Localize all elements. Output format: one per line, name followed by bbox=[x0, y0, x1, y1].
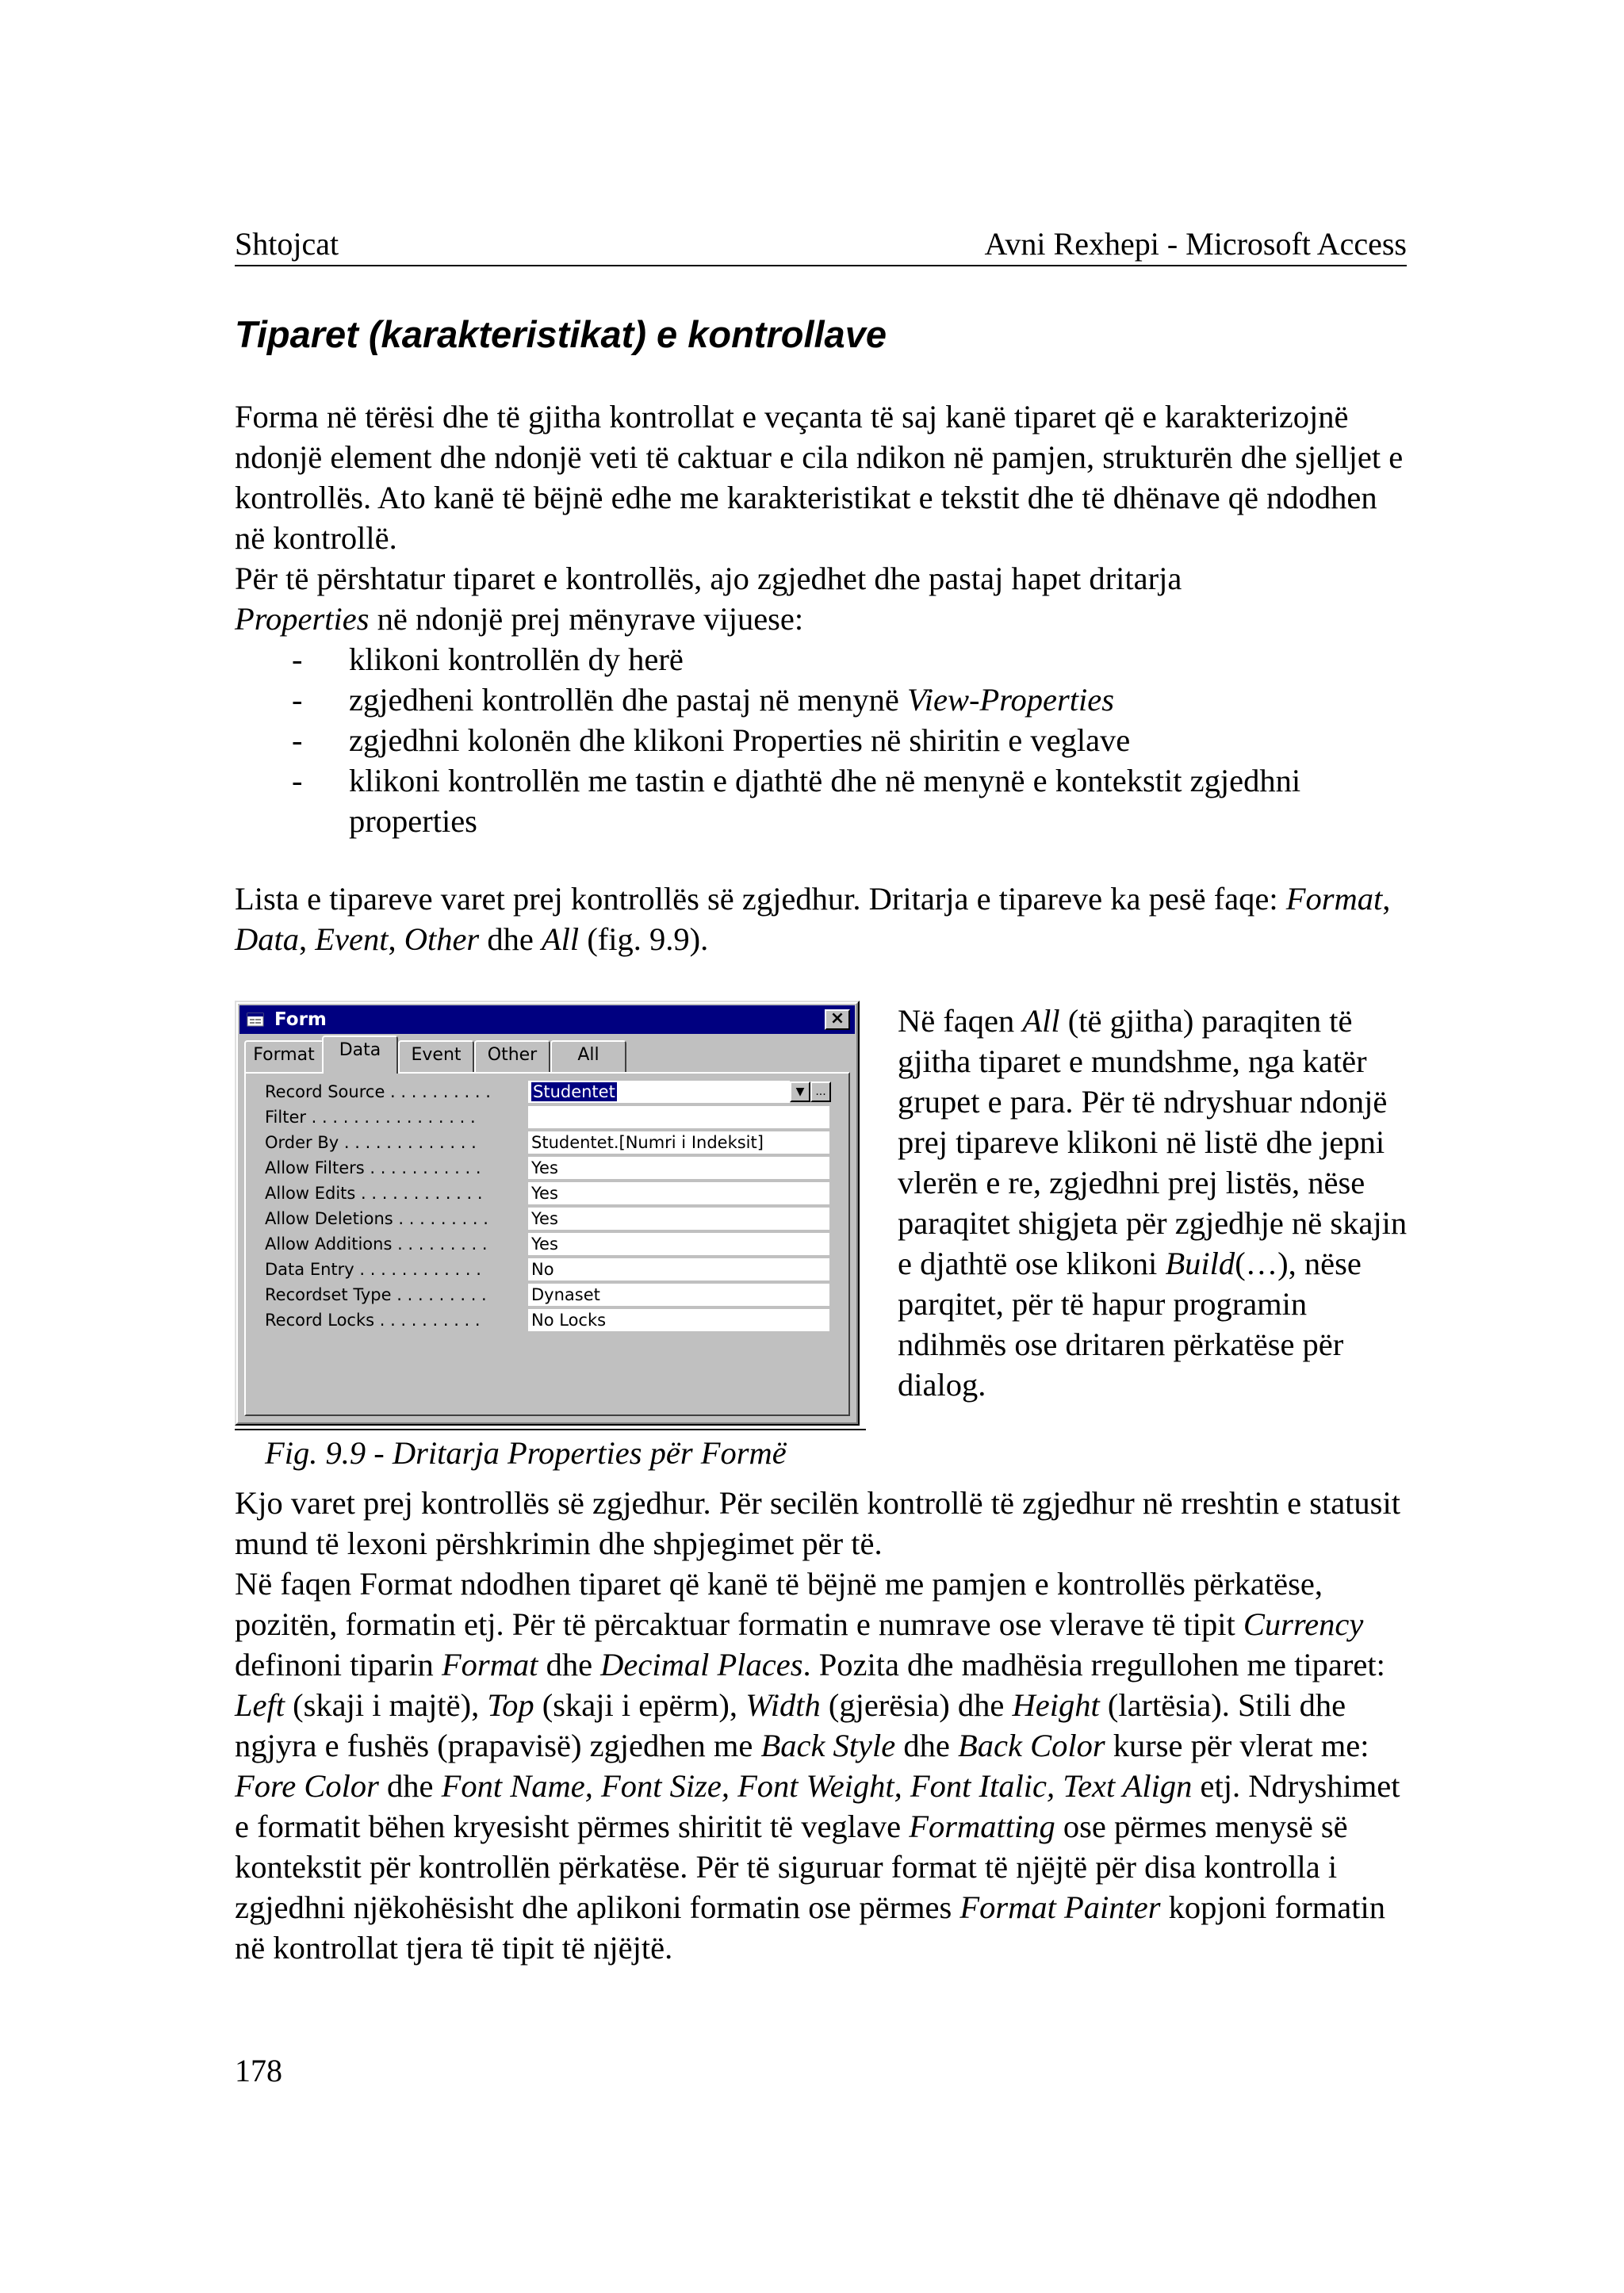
tab-data[interactable]: Data bbox=[322, 1035, 398, 1074]
status-paragraph: Kjo varet prej kontrollës së zgjedhur. Për secilën kontrollë të zgjedhur në rreshtin e statusit mund të lexoni përshkrimin dhe shpjegimet për të. bbox=[235, 1485, 1400, 1561]
allow-deletions-input[interactable]: Yes bbox=[528, 1208, 829, 1230]
property-row-order-by[interactable]: Order By . . . . . . . . . . . . . Studentet.[Numri i Indeksit] bbox=[260, 1131, 831, 1154]
figure-caption: Fig. 9.9 - Dritarja Properties për Formë bbox=[265, 1435, 787, 1471]
methods-list bbox=[235, 639, 1408, 841]
list-item: - zgjedheni kontrollën dhe pastaj në menynë View-Properties bbox=[235, 679, 1408, 720]
tab-other[interactable]: Other bbox=[474, 1040, 550, 1072]
tab-event[interactable]: Event bbox=[398, 1040, 474, 1072]
record-locks-input[interactable]: No Locks bbox=[528, 1309, 829, 1331]
header-rule bbox=[235, 265, 1407, 266]
property-row-data-entry[interactable]: Data Entry . . . . . . . . . . . . No bbox=[260, 1258, 831, 1281]
property-row-allow-deletions[interactable]: Allow Deletions . . . . . . . . . Yes bbox=[260, 1207, 831, 1231]
property-row-record-source[interactable]: Record Source . . . . . . . . . . Studentet ▼ ... bbox=[260, 1080, 831, 1104]
close-button[interactable]: × bbox=[825, 1009, 850, 1030]
property-row-allow-filters[interactable]: Allow Filters . . . . . . . . . . . Yes bbox=[260, 1156, 831, 1180]
format-paragraph: Në faqen Format ndodhen tiparet që kanë të bëjnë me pamjen e kontrollës përkatëse, pozitën, formatin etj. Për të përcaktuar formatin e numrave ose vlerave të tipit Currency definoni tiparin Format dhe Decimal Places. Pozita dhe madhësia rregullohen me tiparet: Left (skaji i majtë), Top (skaji i epërm), Width (gjerësia) dhe Height (lartësia). Stili dhe ngjyra e fushës (prapavisë) zgjedhen me Back Style dhe Back Color kurse për vlerat me: Fore Color dhe Font Name, Font Size, Font Weight, Font Italic, Text Align etj. Ndryshimet e formatit bëhen kryesisht përmes shiritit të veglave Formatting ose përmes menysë së kontekstit për kontrollën përkatëse. Për të siguruar format të njëjtë për disa kontrolla i zgjedhni njëkohësisht dhe aplikoni formatin ose përmes Format Painter kopjoni formatin në kontrollat tjera të tipit të njëjtë. bbox=[235, 1566, 1400, 1966]
allow-edits-input[interactable]: Yes bbox=[528, 1182, 829, 1204]
list-item: - klikoni kontrollën me tastin e djathtë dhe në menynë e kontekstit zgjedhni properties bbox=[235, 760, 1408, 841]
property-row-allow-additions[interactable]: Allow Additions . . . . . . . . . Yes bbox=[260, 1232, 831, 1256]
window-titlebar[interactable] bbox=[239, 1005, 855, 1034]
tab-format[interactable]: Format bbox=[244, 1040, 324, 1072]
window-title: Form bbox=[274, 1009, 327, 1030]
list-item: - zgjedhni kolonën dhe klikoni Properties në shiritin e veglave bbox=[235, 720, 1408, 760]
build-button[interactable]: ... bbox=[810, 1081, 831, 1102]
form-icon bbox=[246, 1010, 265, 1029]
properties-window bbox=[235, 1001, 860, 1426]
property-row-filter[interactable]: Filter . . . . . . . . . . . . . . . . bbox=[260, 1105, 831, 1129]
allow-filters-input[interactable]: Yes bbox=[528, 1157, 829, 1179]
after-figure-block bbox=[235, 1483, 1408, 1968]
figure-rule bbox=[235, 1429, 866, 1430]
allow-additions-input[interactable]: Yes bbox=[528, 1233, 829, 1255]
property-row-allow-edits[interactable]: Allow Edits . . . . . . . . . . . . Yes bbox=[260, 1181, 831, 1205]
order-by-input[interactable]: Studentet.[Numri i Indeksit] bbox=[528, 1131, 829, 1154]
intro-paragraph-1: Forma në tërësi dhe të gjitha kontrollat e veçanta të saj kanë tiparet që e karakterizojnë ndonjë element dhe ndonjë veti të caktuar e cila ndikon në pamjen, strukturën dhe sjelljet e kontrollës. Ato kanë të bëjnë edhe me karakteristikat e tekstit dhe të dhënave që ndodhen në kontrollë. bbox=[235, 399, 1404, 556]
pages-paragraph: Lista e tipareve varet prej kontrollës së zgjedhur. Dritarja e tipareve ka pesë faqe: Format, Data, Event, Other dhe All (fig. 9.9). bbox=[235, 881, 1391, 957]
dropdown-arrow-icon[interactable]: ▼ bbox=[790, 1081, 810, 1102]
running-header-right: Avni Rexhepi - Microsoft Access bbox=[984, 226, 1407, 262]
sidebar-paragraph: Në faqen All (të gjitha) paraqiten të gjitha tiparet e mundshme, nga katër grupet e para. Për të ndryshuar ndonjë prej tipareve klikoni në listë dhe jepni vlerën e re, zgjedhni prej listës, nëse paraqitet shigjeta për zgjedhje në skajin e djathtë ose klikoni Build(…), nëse parqitet, për të hapur programin ndihmës ose dritaren përkatëse për dialog. bbox=[898, 1003, 1408, 1403]
property-row-recordset-type[interactable]: Recordset Type . . . . . . . . . Dynaset bbox=[260, 1283, 831, 1307]
running-header-left: Shtojcat bbox=[235, 226, 339, 262]
property-row-record-locks[interactable]: Record Locks . . . . . . . . . . No Locks bbox=[260, 1308, 831, 1332]
section-title: Tiparet (karakteristikat) e kontrollave bbox=[235, 313, 887, 355]
recordset-type-input[interactable]: Dynaset bbox=[528, 1284, 829, 1306]
intro-block bbox=[235, 396, 1408, 841]
properties-panel bbox=[244, 1072, 850, 1416]
record-source-input[interactable]: Studentet bbox=[528, 1081, 790, 1103]
page-number: 178 bbox=[235, 2053, 282, 2088]
filter-input[interactable] bbox=[528, 1106, 829, 1128]
intro-paragraph-2: Për të përshtatur tiparet e kontrollës, ajo zgjedhet dhe pastaj hapet dritarja Properties në ndonjë prej mënyrave vijuese: bbox=[235, 561, 1182, 637]
tab-all[interactable]: All bbox=[550, 1040, 626, 1072]
list-item: - klikoni kontrollën dy herë bbox=[235, 639, 1408, 679]
data-entry-input[interactable]: No bbox=[528, 1258, 829, 1280]
